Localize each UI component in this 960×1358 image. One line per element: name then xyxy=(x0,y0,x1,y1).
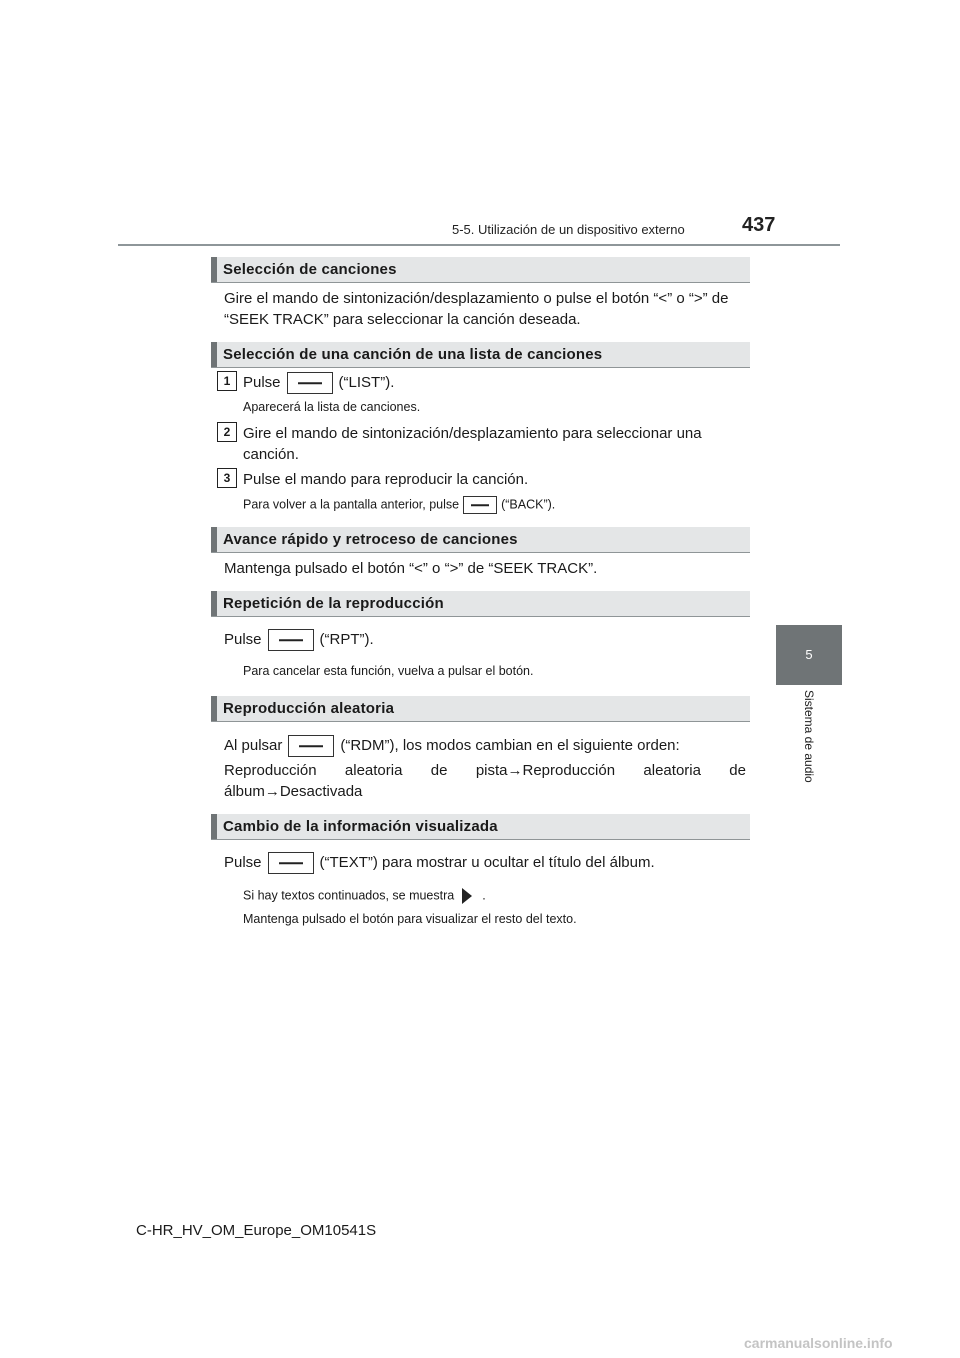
section-heading-song-selection xyxy=(211,257,750,283)
text-line: Gire el mando de sintonización/desplazamiento para seleccionar una xyxy=(243,425,702,442)
display-info-suffix: (“TEXT”) para mostrar u ocultar el título del álbum. xyxy=(319,854,655,871)
step3-note xyxy=(243,496,555,514)
fast-forward-text: Mantenga pulsado el botón “<” o “>” de “SEEK TRACK”. xyxy=(224,560,598,577)
section-accent xyxy=(211,257,217,282)
text-line: álbum→Desactivada xyxy=(224,783,363,800)
repeat-note: Para cancelar esta función, vuelva a pulsar el botón. xyxy=(243,664,534,678)
section-accent xyxy=(211,527,217,552)
section-title: Selección de una canción de una lista de canciones xyxy=(223,346,603,363)
text-button-icon xyxy=(268,852,314,874)
step-number-1: 1 xyxy=(217,371,237,391)
text-line: “SEEK TRACK” para seleccionar la canción deseada. xyxy=(224,311,581,328)
play-arrow-icon xyxy=(462,888,472,904)
section-accent xyxy=(211,591,217,616)
rdm-button-icon xyxy=(288,735,334,757)
section-heading-random xyxy=(211,696,750,722)
random-prefix: Al pulsar xyxy=(224,737,283,754)
step2-text xyxy=(243,423,746,465)
section-accent xyxy=(211,342,217,367)
section-heading-fast-forward xyxy=(211,527,750,553)
rpt-button-icon xyxy=(268,629,314,651)
chapter-side-label: Sistema de audio xyxy=(802,690,816,783)
chapter-tab: 5 xyxy=(776,625,842,685)
note1-suffix: . xyxy=(482,888,486,903)
step1-text xyxy=(243,372,394,394)
section-title: Cambio de la información visualizada xyxy=(223,818,498,835)
header-section-title: 5-5. Utilización de un dispositivo externo xyxy=(452,222,685,237)
text-line: canción. xyxy=(243,446,299,463)
back-button-icon xyxy=(463,496,497,514)
step3-note-suffix: (“BACK”). xyxy=(501,497,556,512)
random-order-text xyxy=(224,760,746,802)
repeat-prefix: Pulse xyxy=(224,631,262,648)
step1-note: Aparecerá la lista de canciones. xyxy=(243,400,421,414)
display-info-prefix: Pulse xyxy=(224,854,262,871)
section-title: Reproducción aleatoria xyxy=(223,700,395,717)
section-heading-song-list xyxy=(211,342,750,368)
step-number-2: 2 xyxy=(217,422,237,442)
display-info-note-2: Mantenga pulsado el botón para visualizar el resto del texto. xyxy=(243,912,577,926)
step1-prefix: Pulse xyxy=(243,374,281,391)
display-info-text xyxy=(224,852,655,874)
random-text xyxy=(224,735,680,757)
random-suffix: (“RDM”), los modos cambian en el siguiente orden: xyxy=(340,737,680,754)
header-divider xyxy=(118,244,840,246)
section-accent xyxy=(211,696,217,721)
song-selection-text xyxy=(224,288,746,330)
section-title: Selección de canciones xyxy=(223,261,397,278)
section-title: Repetición de la reproducción xyxy=(223,595,444,612)
repeat-suffix: (“RPT”). xyxy=(319,631,374,648)
repeat-text xyxy=(224,629,374,651)
note1-prefix: Si hay textos continuados, se muestra xyxy=(243,888,455,903)
display-info-note-1 xyxy=(243,888,486,904)
step1-suffix: (“LIST”). xyxy=(338,374,395,391)
step3-text: Pulse el mando para reproducir la canción. xyxy=(243,471,529,488)
section-title: Avance rápido y retroceso de canciones xyxy=(223,531,518,548)
document-id: C-HR_HV_OM_Europe_OM10541S xyxy=(136,1222,377,1239)
text-line: Gire el mando de sintonización/desplazamiento o pulse el botón “<” o “>” de xyxy=(224,290,729,307)
list-button-icon xyxy=(287,372,333,394)
step-number-3: 3 xyxy=(217,468,237,488)
section-heading-display-info xyxy=(211,814,750,840)
step3-note-prefix: Para volver a la pantalla anterior, pulse xyxy=(243,497,460,512)
section-heading-repeat xyxy=(211,591,750,617)
page-number: 437 xyxy=(742,214,776,236)
section-accent xyxy=(211,814,217,839)
text-line: Reproducción aleatoria de pista→Reproducción aleatoria de xyxy=(224,762,746,779)
watermark: carmanualsonline.info xyxy=(744,1335,893,1351)
